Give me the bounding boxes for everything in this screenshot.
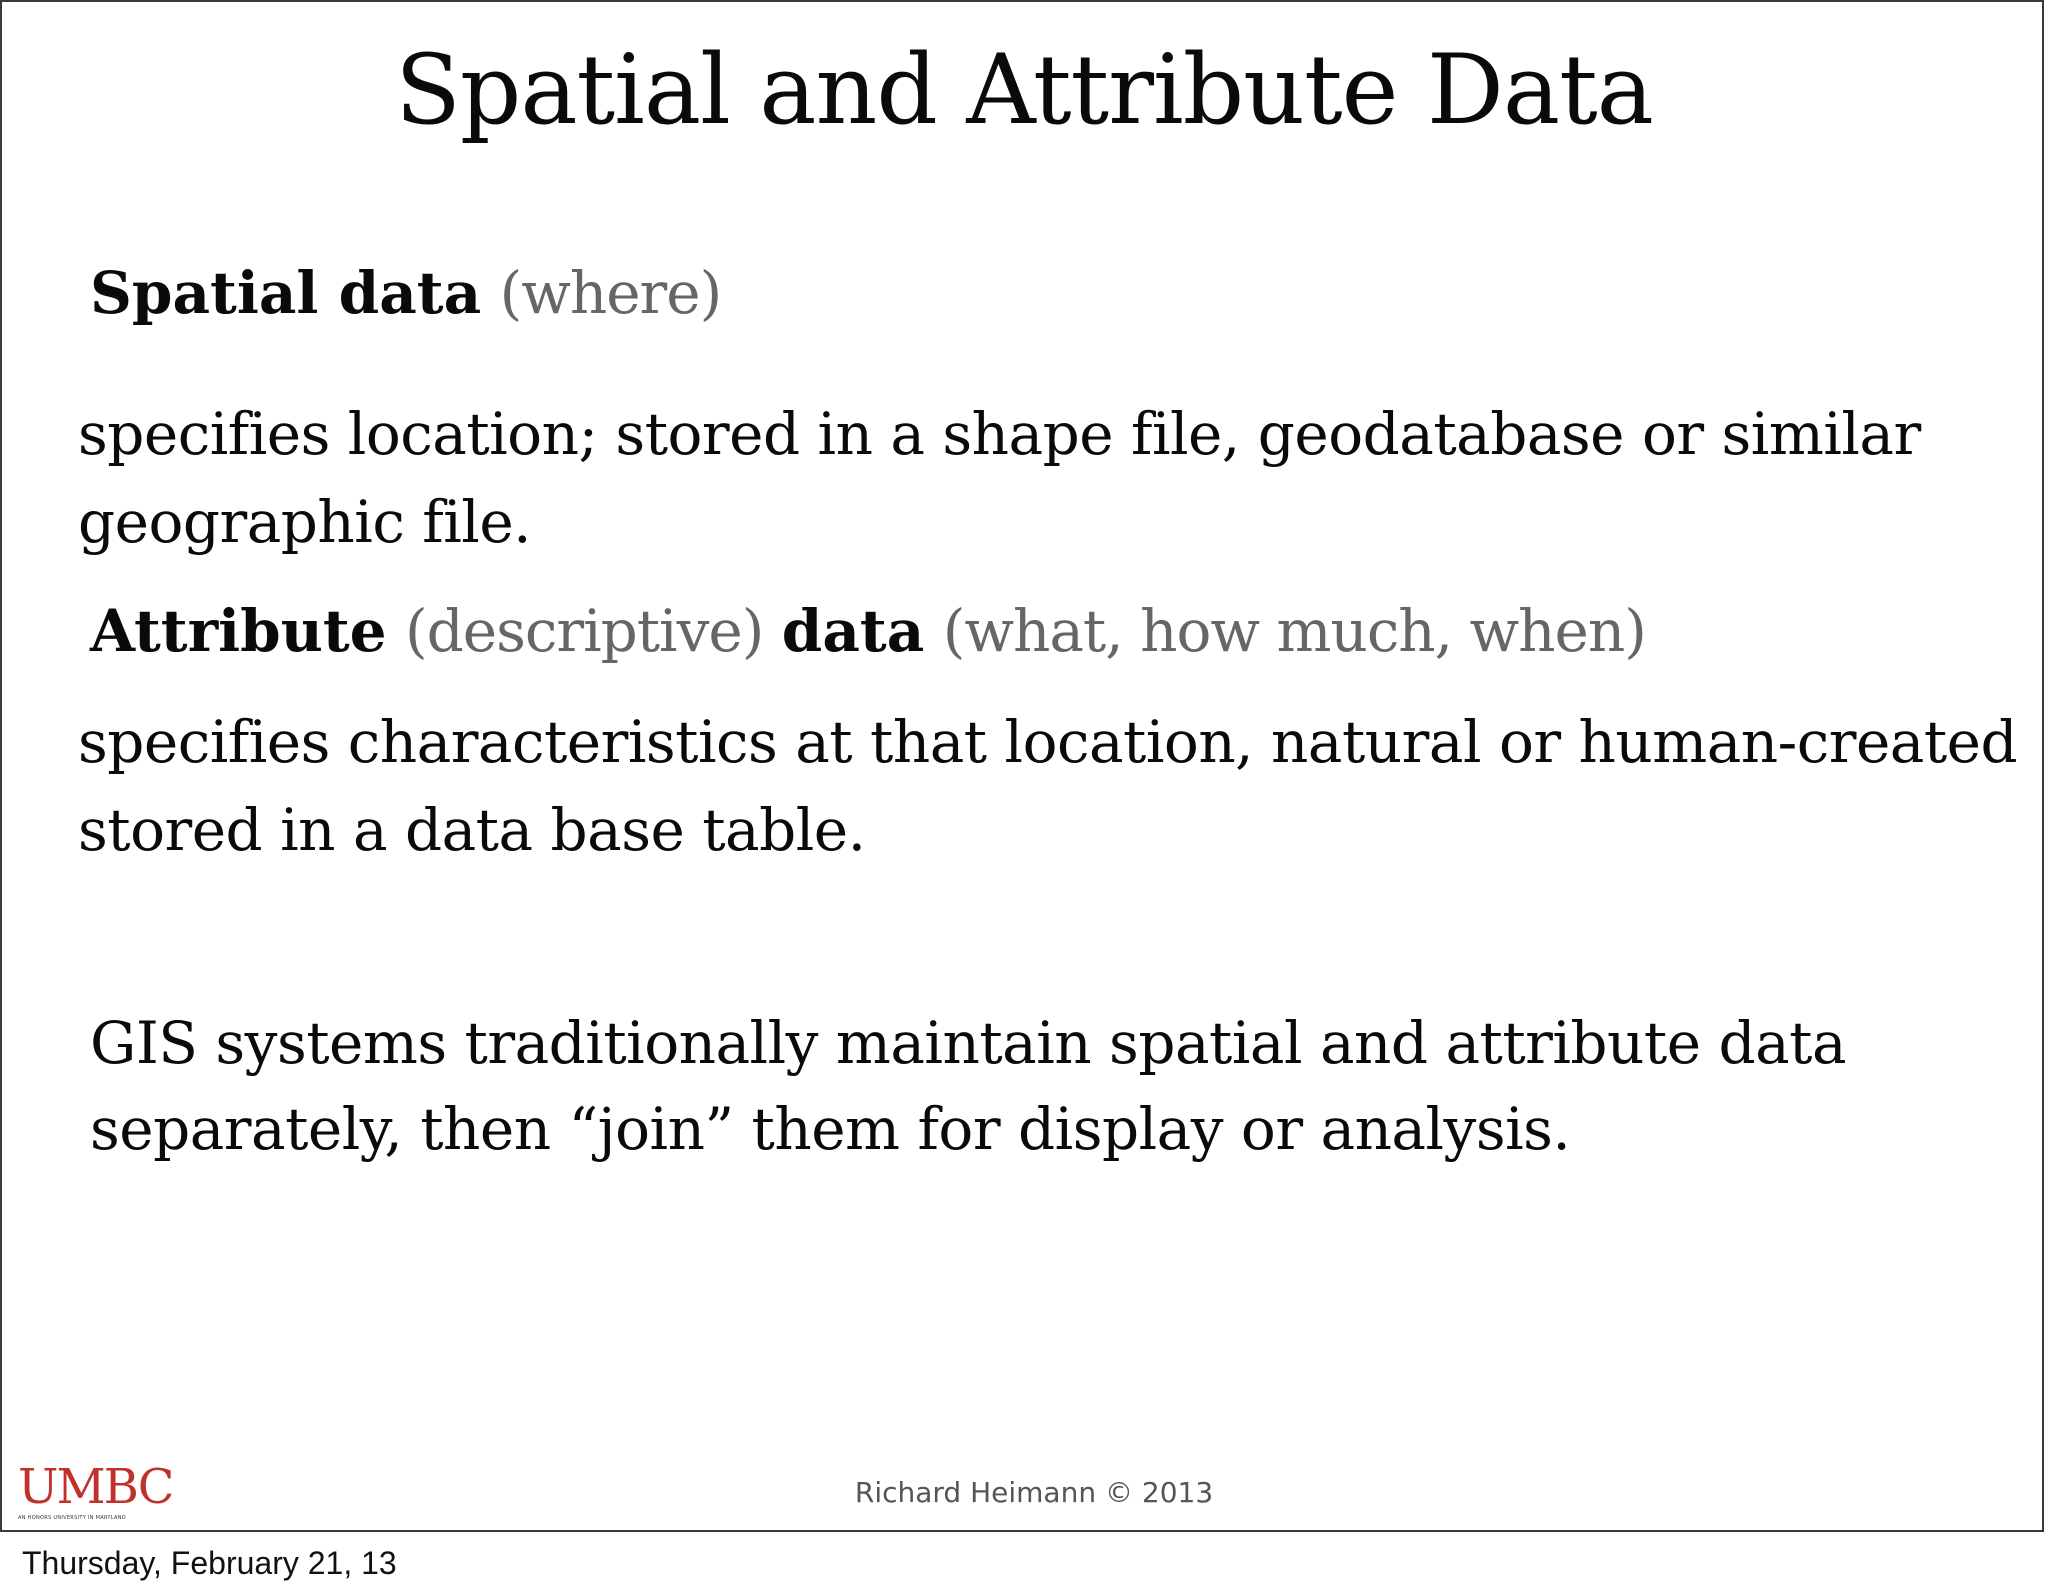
attribute-data-qualifier: (what, how much, when)	[942, 597, 1646, 665]
umbc-logo-tagline: AN HONORS UNIVERSITY IN MARYLAND	[18, 1515, 126, 1521]
attribute-qualifier: (descriptive)	[405, 597, 764, 665]
spatial-data-heading	[90, 256, 721, 330]
slide-title: Spatial and Attribute Data	[395, 34, 1653, 146]
copyright-notice: Richard Heimann © 2013	[854, 1476, 1214, 1509]
attribute-data-description: specifies characteristics at that location, natural or human-created stored in a data base table.	[78, 708, 2018, 864]
spatial-data-description: specifies location; stored in a shape file, geodatabase or similar geographic file.	[78, 400, 1921, 556]
attribute-data-term: data	[781, 597, 925, 665]
umbc-logo-wordmark: UMBC	[18, 1459, 173, 1515]
attribute-data-heading	[90, 594, 1646, 668]
spatial-data-qualifier: (where)	[499, 259, 722, 327]
attribute-term: Attribute	[90, 597, 387, 665]
date-label: Thursday, February 21, 13	[22, 1545, 397, 1581]
gis-note: GIS systems traditionally maintain spatial and attribute data separately, then “join” them for display or analysis.	[90, 1009, 1847, 1163]
spatial-data-term: Spatial data	[90, 259, 482, 327]
